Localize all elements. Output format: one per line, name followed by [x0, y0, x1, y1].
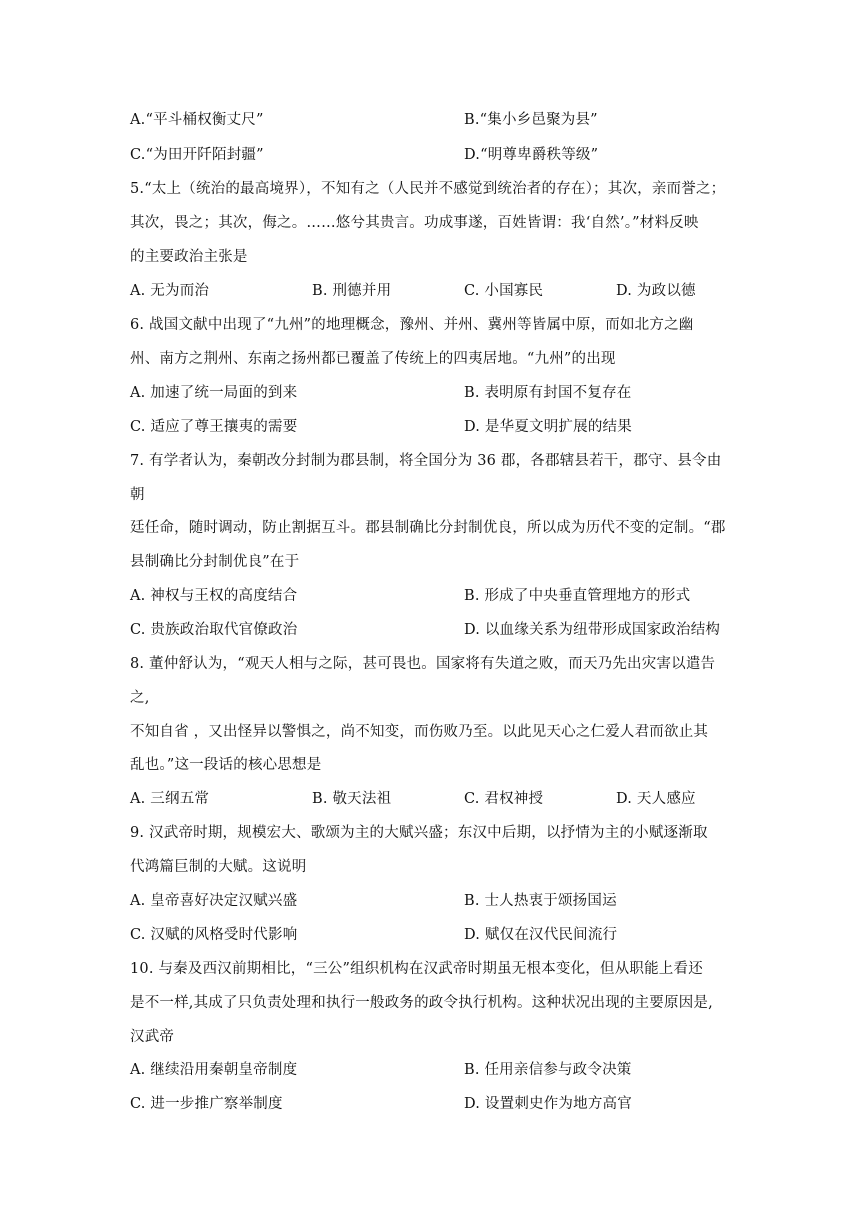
q6-option-c: C. 适应了尊王攘夷的需要 [130, 419, 298, 435]
q7-option-a: A. 神权与王权的高度结合 [130, 588, 298, 604]
q6-option-d: D. 是华夏文明扩展的结果 [464, 419, 632, 435]
q9-option-a: A. 皇帝喜好决定汉赋兴盛 [130, 893, 298, 909]
q7-stem-line-2: 朝 [130, 487, 145, 503]
q10-option-d: D. 设置刺史作为地方高官 [464, 1096, 632, 1112]
q9-option-b: B. 士人热衷于颂扬国运 [464, 893, 617, 909]
q10-stem-line-1: 10. 与秦及西汉前期相比，“三公”组织机构在汉武帝时期虽无根本变化，但从职能上看还 [130, 961, 703, 977]
q8-stem-line-2: 之, [130, 690, 150, 706]
q8-option-d: D. 天人感应 [616, 791, 696, 807]
q9-option-d: D. 赋仅在汉代民间流行 [464, 927, 618, 943]
q5-option-b: B. 刑德并用 [312, 283, 392, 299]
q7-stem-line-1: 7. 有学者认为，秦朝改分封制为郡县制，将全国分为 36 郡，各郡辖县若干，郡守、县令由 [130, 453, 722, 469]
q10-stem-line-2: 是不一样,其成了只负责处理和执行一般政务的政令执行机构。这种状况出现的主要原因是, [130, 995, 713, 1011]
q5-stem-line-3: 的主要政治主张是 [130, 249, 248, 265]
q9-option-c: C. 汉赋的风格受时代影响 [130, 927, 298, 943]
q6-stem-line-2: 州、南方之荆州、东南之扬州都已覆盖了传统上的四夷居地。“九州”的出现 [130, 351, 616, 367]
q9-stem-line-2: 代鸿篇巨制的大赋。这说明 [130, 859, 307, 875]
q10-stem-line-3: 汉武帝 [130, 1029, 175, 1045]
q8-option-c: C. 君权神授 [464, 791, 544, 807]
q5-stem-line-1: 5.“太上（统治的最高境界），不知有之（人民并不感觉到统治者的存在）；其次，亲而誉之； [130, 181, 726, 197]
q8-option-a: A. 三纲五常 [130, 791, 210, 807]
q6-option-b: B. 表明原有封国不复存在 [464, 385, 632, 401]
q10-option-a: A. 继续沿用秦朝皇帝制度 [130, 1062, 298, 1078]
q7-option-c: C. 贵族政治取代官僚政治 [130, 622, 298, 638]
q5-option-c: C. 小国寡民 [464, 283, 544, 299]
q6-stem-line-1: 6. 战国文献中出现了“九州”的地理概念，豫州、并州、冀州等皆属中原，而如北方之幽 [130, 317, 694, 333]
q7-stem-line-4: 县制确比分封制优良”在于 [130, 554, 300, 570]
q7-option-d: D. 以血缘关系为纽带形成国家政治结构 [464, 622, 721, 638]
q5-option-a: A. 无为而治 [130, 283, 210, 299]
q9-stem-line-1: 9. 汉武帝时期，规模宏大、歌颂为主的大赋兴盛；东汉中后期，以抒情为主的小赋逐渐取 [130, 825, 708, 841]
q7-stem-line-3: 廷任命，随时调动，防止割据互斗。郡县制确比分封制优良，所以成为历代不变的定制。“郡 [130, 520, 726, 536]
q5-stem-line-2: 其次，畏之；其次，侮之。……悠兮其贵言。功成事遂，百姓皆谓：我‘自然’。”材料反映 [130, 215, 699, 231]
q6-option-a: A. 加速了统一局面的到来 [130, 385, 298, 401]
q8-option-b: B. 敬天法祖 [312, 791, 392, 807]
q8-stem-line-1: 8. 董仲舒认为，“观天人相与之际，甚可畏也。国家将有失道之败，而天乃先出灾害以遣告 [130, 656, 716, 672]
q5-option-d: D. 为政以德 [616, 283, 696, 299]
q10-option-b: B. 任用亲信参与政令决策 [464, 1062, 632, 1078]
q8-stem-line-3: 不知自省 ，又出怪异以警惧之，尚不知变，而伤败乃至。以此见天心之仁爱人君而欲止其 [130, 724, 709, 740]
q4-option-c: C.“为田开阡陌封疆” [130, 147, 264, 163]
q7-option-b: B. 形成了中央垂直管理地方的形式 [464, 588, 691, 604]
q4-option-d: D.“明尊卑爵秩等级” [464, 147, 599, 163]
q4-option-a: A.“平斗桶权衡丈尺” [130, 112, 264, 128]
q4-option-b: B.“集小乡邑聚为县” [464, 112, 598, 128]
q10-option-c: C. 进一步推广察举制度 [130, 1096, 283, 1112]
q8-stem-line-4: 乱也。”这一段话的核心思想是 [130, 757, 322, 773]
